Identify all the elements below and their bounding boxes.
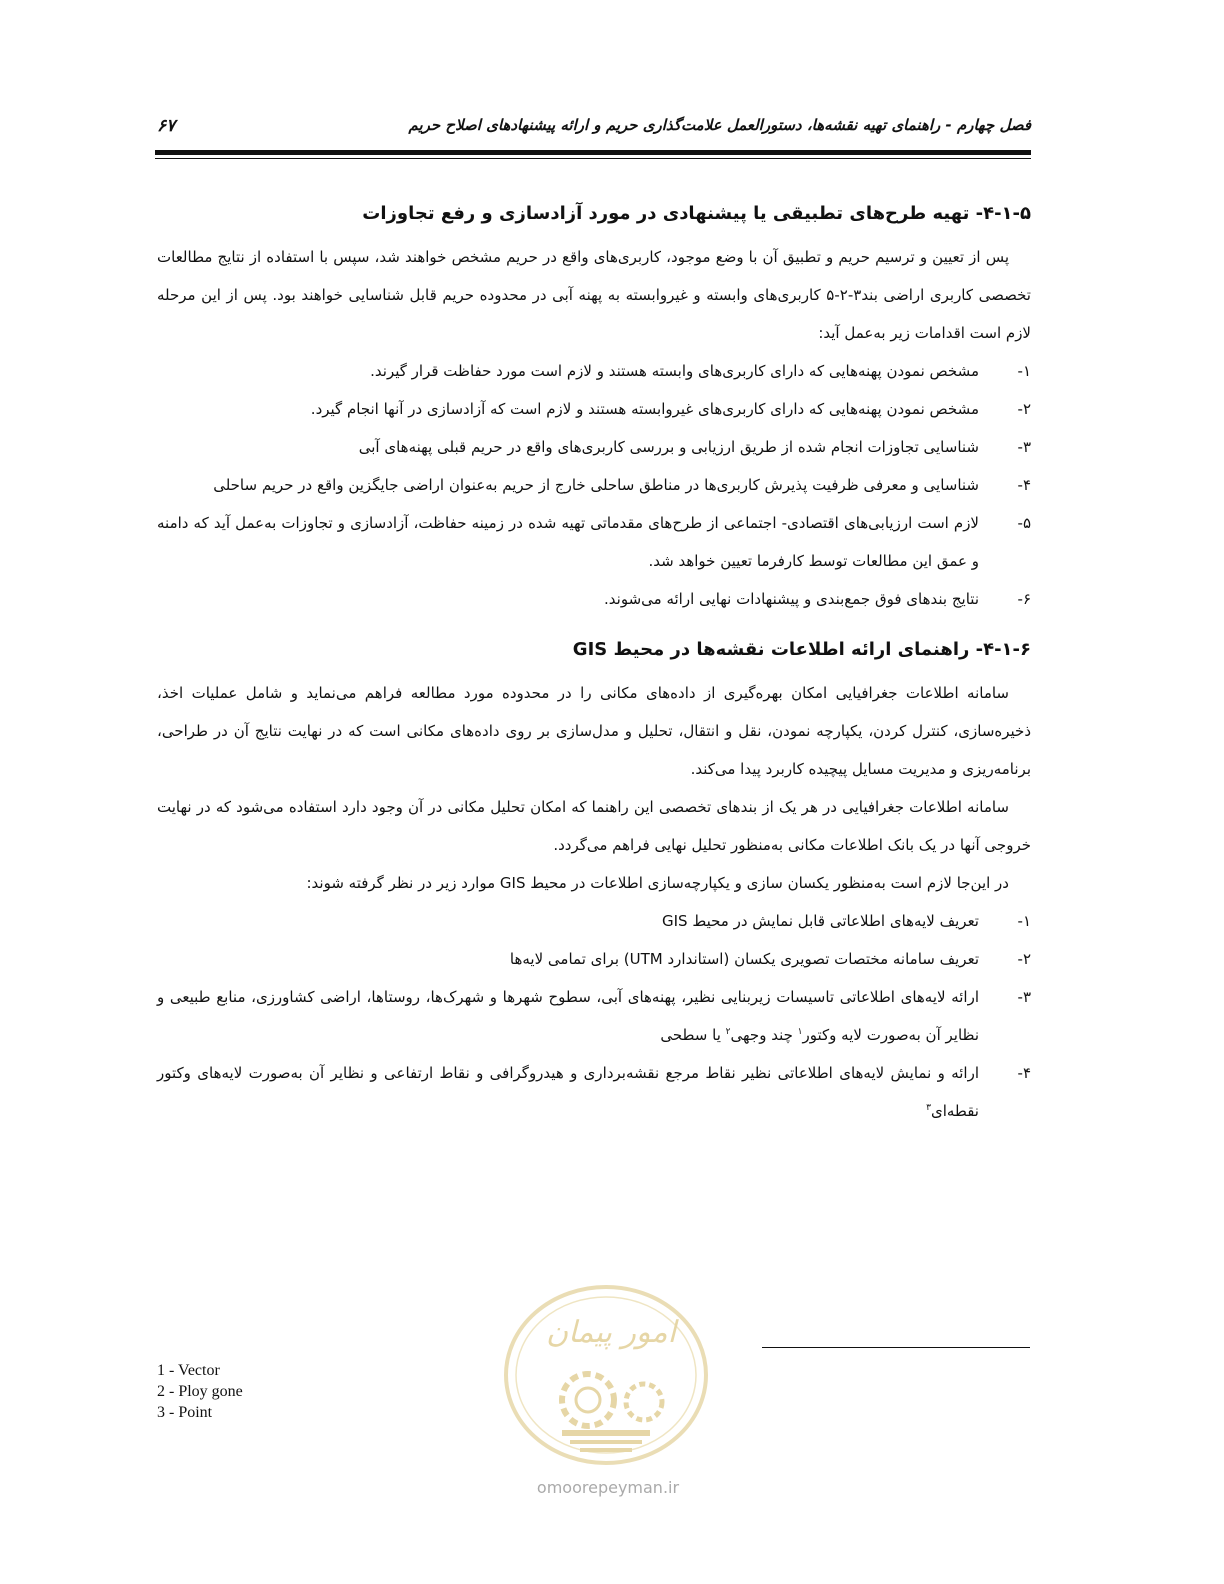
footnote-ref-3: ۳ (926, 1103, 931, 1113)
list-item: ۶- نتایج بندهای فوق جمع‌بندی و پیشنهادات نهایی ارائه می‌شوند. (604, 590, 1031, 608)
list-item: ۲- مشخص نمودن پهنه‌هایی که دارای کاربری‌های غیروابسته هستند و لازم است که آزادسازی در آنها انجام گیرد. (310, 400, 1031, 418)
watermark-seal-icon (496, 1280, 716, 1470)
page-number: ۶۷ (157, 116, 176, 136)
section2-list (157, 902, 1031, 1130)
section1-list (157, 352, 1031, 618)
footnote-ref-1: ۱ (797, 1027, 803, 1037)
footnote: 3 - Point (157, 1404, 213, 1421)
section-heading-4-1-5: ۴-۱-۵- تهیه طرح‌های تطبیقی یا پیشنهادی در مورد آزادسازی و رفع تجاوزات (362, 203, 1031, 224)
footnote-rule (762, 1347, 1030, 1348)
footnote-ref-2: ۲ (725, 1027, 731, 1037)
section1-intro: پس از تعیین و ترسیم حریم و تطبیق آن با وضع موجود، کاربری‌های واقع در حریم مشخص خواهند شد، سپس با استفاده از نتایج مطالعات تخصصی کاربری اراضی بند۳-۲-۵ کاربری‌های وابسته و غیروابسته به پهنه آبی در محدوده حریم قابل شناسایی خواهند بود. پس از این مرحله لازم است اقدامات زیر به‌عمل آید: (157, 248, 1031, 342)
list-item: ۴- شناسایی و معرفی ظرفیت پذیرش کاربری‌ها در مناطق ساحلی خارج از حریم به‌عنوان اراضی جایگزین واقع در حریم ساحلی (213, 476, 1031, 494)
header-rule-thin (155, 158, 1031, 159)
section2-para2: سامانه اطلاعات جغرافیایی در هر یک از بندهای تخصصی این راهنما که امکان تحلیل مکانی در آن وجود دارد استفاده می‌شود که در نهایت خروجی آنها در یک بانک اطلاعات مکانی به‌منظور تحلیل نهایی فراهم می‌گردد. (157, 798, 1031, 854)
header-rule (155, 150, 1031, 155)
footnote: 1 - Vector (157, 1362, 220, 1379)
list-item: ۱- تعریف لایه‌های اطلاعاتی قابل نمایش در محیط GIS (662, 912, 1031, 930)
list-item: ۵- لازم است ارزیابی‌های اقتصادی- اجتماعی از طرح‌های مقدماتی تهیه شده در زمینه حفاظت، آزادسازی و تجاوزات به‌عمل آید که دامنه و عمق این مطالعات توسط کارفرما تعیین خواهد شد. (157, 514, 1031, 570)
page-header (155, 116, 1031, 146)
watermark-logo-text: امور پیمان (546, 1315, 676, 1350)
running-header-title: فصل چهارم - راهنمای تهیه نقشه‌ها، دستورالعمل علامت‌گذاری حریم و ارائه پیشنهادهای اصلاح حریم (408, 116, 1031, 134)
list-item: ۳- ارائه لایه‌های اطلاعاتی تاسیسات زیربنایی نظیر، پهنه‌های آبی، سطوح شهرها و شهرک‌ها، روستاها، اراضی کشاورزی، منابع طبیعی و نظایر آن به‌صورت لایه وکتور$^۱$ چند وجهی$^۲$ یا سطحی (157, 988, 1031, 1044)
watermark-url: omoorepeyman.ir (536, 1478, 680, 1497)
page-body (157, 196, 1031, 1130)
list-item: ۱- مشخص نمودن پهنه‌هایی که دارای کاربری‌های وابسته هستند و لازم است مورد حفاظت قرار گیرند. (370, 362, 1031, 380)
list-item: ۲- تعریف سامانه مختصات تصویری یکسان (استاندارد UTM) برای تمامی لایه‌ها (509, 950, 1031, 968)
section2-para3: در این‌جا لازم است به‌منظور یکسان سازی و یکپارچه‌سازی اطلاعات در محیط GIS موارد زیر در نظر گرفته شوند: (306, 874, 1009, 892)
list-item: ۴- ارائه و نمایش لایه‌های اطلاعاتی نظیر نقاط مرجع نقشه‌برداری و هیدروگرافی و نقاط ارتفاعی و نظایر آن به‌صورت لایه‌های وکتور نقطه‌ای$^۳$ (157, 1064, 1031, 1120)
footnotes (157, 1360, 243, 1423)
list-item: ۳- شناسایی تجاوزات انجام شده از طریق ارزیابی و بررسی کاربری‌های واقع در حریم قبلی پهنه‌های آبی (358, 438, 1031, 456)
footnote: 2 - Ploy gone (157, 1383, 243, 1400)
section-heading-4-1-6: ۴-۱-۶- راهنمای ارائه اطلاعات نقشه‌ها در محیط GIS (572, 639, 1031, 660)
section2-para1: سامانه اطلاعات جغرافیایی امکان بهره‌گیری از داده‌های مکانی را در محدوده مورد مطالعه فراهم می‌نماید و شامل عملیات اخذ، ذخیره‌سازی، کنترل کردن، یکپارچه نمودن، نقل و انتقال، تحلیل و مدل‌سازی بر روی داده‌های مکانی است که در نهایت نتایج آن در طراحی، برنامه‌ریزی و مدیریت مسایل پیچیده کاربرد پیدا می‌کند. (157, 684, 1031, 778)
